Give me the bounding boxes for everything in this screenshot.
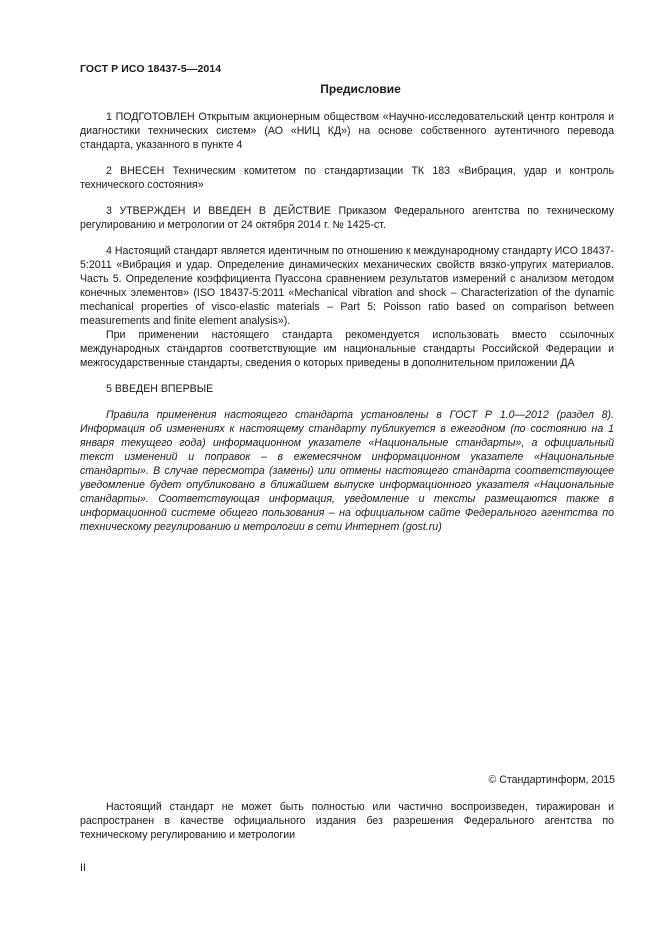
paragraph-5: 5 ВВЕДЕН ВПЕРВЫЕ xyxy=(106,383,214,395)
paragraph-4-note: При применении настоящего стандарта рекомендуется использовать вместо ссылочных международных стандартов соответствующие им национальные стандарты Российской Федерации и межгосударственные стандарты, сведения о которых приведены в дополнительном приложении ДА xyxy=(80,329,614,369)
paragraph-1: 1 ПОДГОТОВЛЕН Открытым акционерным обществом «Научно-исследовательский центр контроля и диагностики технических систем» (АО «НИЦ КД») на основе собственного аутентичного перевода стандарта, указанного в пункте 4 xyxy=(80,111,614,151)
copyright: © Стандартинформ, 2015 xyxy=(488,774,615,786)
reproduction-notice: Настоящий стандарт не может быть полностью или частично воспроизведен, тиражирован и распространен в качестве официального издания без разрешения Федерального агентства по техническому регулированию и метрологии xyxy=(80,801,614,841)
paragraph-2: 2 ВНЕСЕН Техническим комитетом по стандартизации ТК 183 «Вибрация, удар и контроль технического состояния» xyxy=(80,165,614,191)
paragraph-3: 3 УТВЕРЖДЕН И ВВЕДЕН В ДЕЙСТВИЕ Приказом Федерального агентства по техническому регулированию и метрологии от 24 октября 2014 г. № 1425-ст. xyxy=(80,205,614,231)
application-rules: Правила применения настоящего стандарта установлены в ГОСТ Р 1.0—2012 (раздел 8). Информация об изменениях к настоящему стандарту публикуется в ежегодном (по состоянию на 1 января текущего года) информационном указателе «Национальные стандарты», а официальный текст изменений и поправок – в ежемесячном информационном указателе «Национальные стандарты». В случае пересмотра (замены) или отмены настоящего стандарта соответствующее уведомление будет опубликовано в ближайшем выпуске информационного указателя «Национальные стандарты». Соответствующая информация, уведомление и тексты размещаются также в информационной системе общего пользования – на официальном сайте Федерального агентства по техническому регулированию и метрологии в сети Интернет (gost.ru) xyxy=(80,409,614,533)
paragraph-4: 4 Настоящий стандарт является идентичным по отношению к международному стандарту ИСО 18437-5:2011 «Вибрация и удар. Определение динамических механических свойств вязко-упругих материалов. Часть 5. Определение коэффициента Пуассона сравнением результатов измерений с анализом методом конечных элементов» (ISO 18437-5:2011 «Mechanical vibration and shock – Characterization of the dynamic mechanical properties of visco-elastic materials – Part 5: Poisson ratio based on comparison between measurements and finite element analysis»). xyxy=(80,245,614,327)
page-title: Предисловие xyxy=(320,82,401,96)
page-number: II xyxy=(80,862,86,874)
foreword-body xyxy=(80,110,614,534)
document-code: ГОСТ Р ИСО 18437-5—2014 xyxy=(80,63,222,75)
